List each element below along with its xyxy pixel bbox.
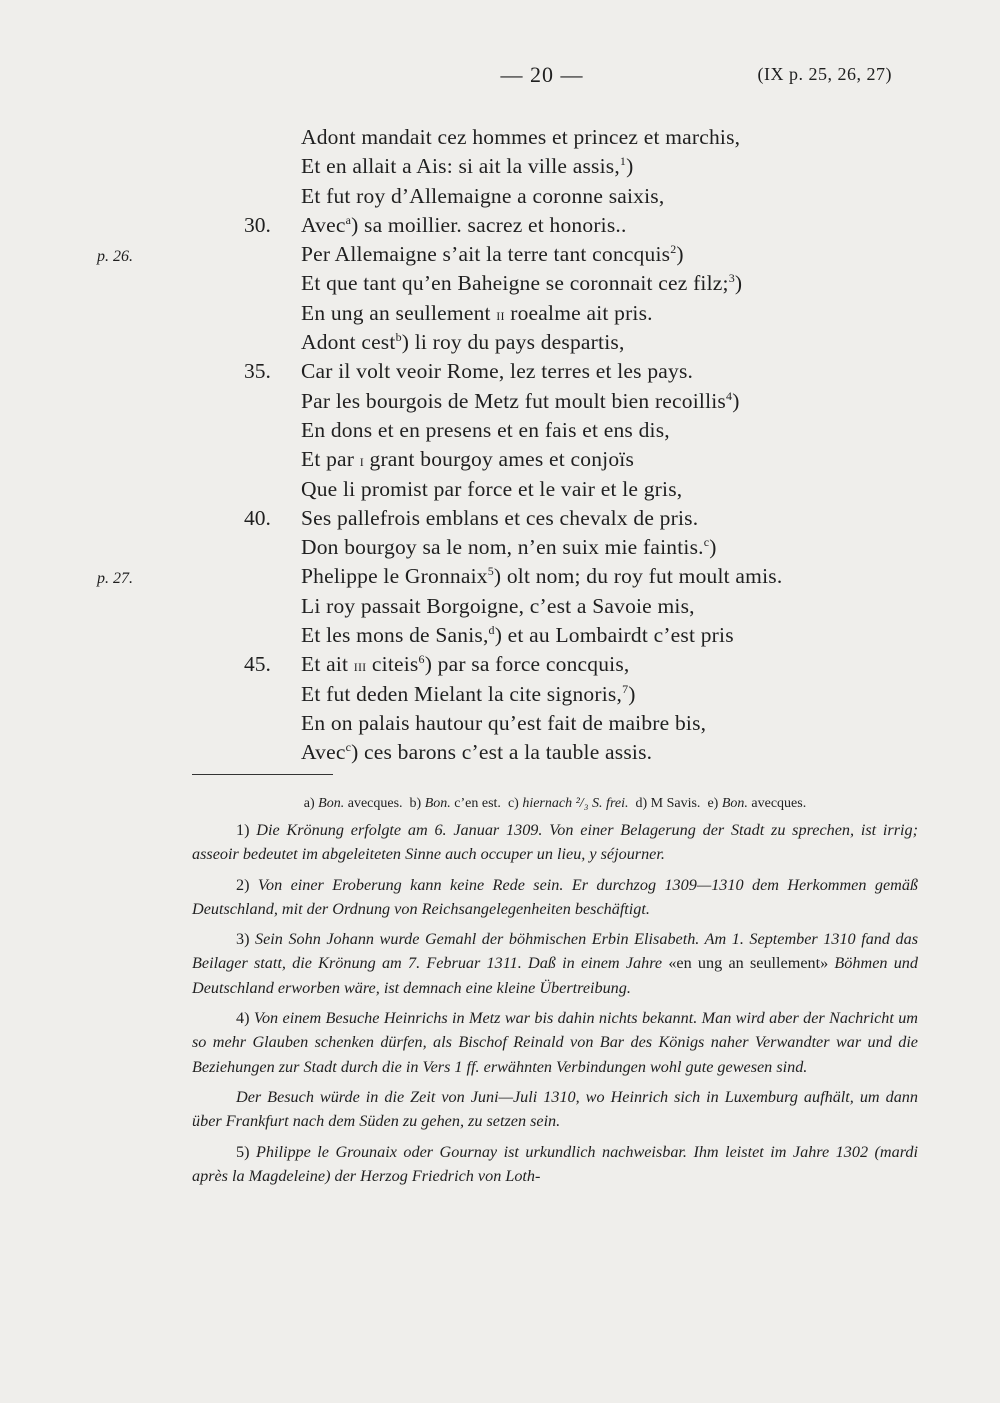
verse-line xyxy=(0,592,1000,621)
variant-a-text: avecques. xyxy=(344,796,403,811)
verse-after: ) olt nom; du roy fut moult amis. xyxy=(493,564,783,589)
verse-after: ) sa moillier. sacrez et honoris.. xyxy=(351,212,627,237)
footnote-number: 5) xyxy=(236,1142,250,1161)
verse-line xyxy=(0,738,1000,767)
verse-text: Li roy passait Borgoigne, c’est a Savoie mis, xyxy=(301,593,695,618)
verse-line xyxy=(0,416,1000,445)
footnote-number: 3) xyxy=(236,930,250,949)
verse-text xyxy=(301,445,634,475)
variant-e-text: avecques. xyxy=(747,796,807,811)
verse-sup: 4 xyxy=(726,388,733,403)
footnote-text: Von einer Eroberung kann keine Rede sein. Er durchzog 1309—1310 dem Herkommen gemäß Deutschland, mit der Ordnung von Reichsangelegenheiten beschäftigt. xyxy=(192,875,919,918)
verse-sup2: 6 xyxy=(418,652,425,667)
variant-b-source: Bon. xyxy=(424,796,451,811)
verse-text: Par les bourgois de Metz fut moult bien recoillis xyxy=(301,388,726,413)
footnote-text: Von einem Besuche Heinrichs in Metz war bis dahin nichts bekannt. Man wird aber der Nachricht um so mehr Glauben schenken dürfen, als Bischof Reinald von Bar des Königs naher Verwandter war und die Beziehungen zur Stadt durch die in Vers 1 ff. erwähnten Verbindungen wohl gute gewesen sind. xyxy=(192,1009,919,1076)
variant-c-label: c) xyxy=(507,796,523,811)
margin-page-ref: p. 26. xyxy=(97,248,133,266)
verse-line xyxy=(0,182,1000,211)
verse-number: 30. xyxy=(244,212,271,237)
footnote-text: Der Besuch würde in die Zeit von Juni—Juli 1310, wo Heinrich sich in Luxemburg aufhält, um dann über Frankfurt nach dem Süden zu gehen, zu setzen sein. xyxy=(192,1087,918,1131)
verse-after: ) xyxy=(676,242,684,267)
footnote-text: Philippe le Grounaix oder Gournay ist urkundlich nachweisbar. Ihm leistet im Jahre 1302 (mardi après la Magdeleine) der Herzog Friedrich von Loth- xyxy=(192,1142,918,1185)
variant-e-source: Bon. xyxy=(721,796,748,811)
verse-sup: 1 xyxy=(619,154,627,169)
verse-number: 35. xyxy=(244,359,271,384)
verse-text xyxy=(301,738,652,767)
verse-after: ) xyxy=(732,388,740,413)
verse-after: ) xyxy=(709,535,717,560)
verse-after: ) xyxy=(734,271,743,296)
verse-line xyxy=(0,240,1000,269)
variant-readings xyxy=(192,794,918,814)
footnote-text: Sein Sohn Johann wurde Gemahl der böhmischen Erbin Elisabeth. Am 1. September 1310 fand das Beilager statt, die Krönung am 7. Februar 1311. Daß in einem Jahre xyxy=(192,930,919,973)
verse-sup: a xyxy=(345,212,352,227)
verse-after: roealme ait pris. xyxy=(504,300,653,325)
verse-text xyxy=(301,240,684,269)
verse-line xyxy=(0,533,1000,562)
verse-text xyxy=(301,182,664,211)
variant-b-text: c’en est. xyxy=(450,796,501,811)
verse-text: Et les mons de Sanis, xyxy=(301,623,489,648)
verse-text: Et en allait a Ais: si ait la ville assis, xyxy=(301,154,620,179)
footnote-quote: «en ung an seullement» xyxy=(668,954,829,973)
footnote-rule xyxy=(192,774,333,775)
verse-text xyxy=(301,562,782,591)
verse-text xyxy=(301,592,695,621)
verse-sup: 5 xyxy=(487,564,494,579)
verse-text: Et par xyxy=(301,447,360,472)
footnote-number: 2) xyxy=(236,875,250,894)
footnote-text: Die Krönung erfolgte am 6. Januar 1309. Von einer Belagerung der Stadt zu sprechen, ist irrig; asseoir bedeutet im abgeleiteten Sinne auch occuper un lieu, y séjourner. xyxy=(192,821,918,864)
verse-sup: 2 xyxy=(670,242,677,257)
verse-line xyxy=(0,445,1000,474)
verse-after2: ) par sa force concquis, xyxy=(424,652,630,677)
verse-text xyxy=(301,387,740,416)
verse-line xyxy=(0,621,1000,650)
verse-sc: i xyxy=(359,451,364,471)
verse-text: Avec xyxy=(301,212,346,237)
verse-text xyxy=(301,328,625,357)
verse-text: Que li promist par force et le vair et le gris, xyxy=(301,476,683,501)
variant-a-source: Bon. xyxy=(318,796,345,811)
verse-text xyxy=(301,416,670,445)
footnotes xyxy=(192,818,918,1194)
verse-number: 45. xyxy=(244,652,271,677)
verse-sup: 7 xyxy=(622,681,629,696)
variant-d: d) M Savis. xyxy=(635,796,701,811)
running-head xyxy=(0,62,1000,92)
verse-line xyxy=(0,123,1000,152)
verse-line xyxy=(0,299,1000,328)
verse-text xyxy=(301,123,740,152)
footnote-number: 4) xyxy=(236,1009,250,1028)
verse-line xyxy=(0,562,1000,591)
variant-e-label: e) xyxy=(707,796,722,811)
page-number: — 20 — xyxy=(500,62,584,87)
verse-line xyxy=(0,211,1000,240)
verse-line xyxy=(0,504,1000,533)
verse-text xyxy=(301,709,706,738)
footnote-1 xyxy=(192,818,918,867)
verse-text xyxy=(301,475,682,504)
section-reference: (IX p. 25, 26, 27) xyxy=(757,64,892,84)
verse-text xyxy=(301,299,653,329)
verse-text: Per Allemaigne s’ait la terre tant concquis xyxy=(301,242,671,267)
verse-after: grant bourgoy ames et conjoïs xyxy=(363,447,635,472)
verse-text: Adont mandait cez hommes et princez et marchis, xyxy=(301,125,741,149)
variant-b-label: b) xyxy=(409,796,425,811)
verse-line xyxy=(0,152,1000,181)
verse-text xyxy=(301,680,636,709)
verse-text xyxy=(301,211,627,240)
verse-text xyxy=(301,650,629,680)
verse-number: 40. xyxy=(244,505,271,530)
verse-sc: iii xyxy=(353,656,367,676)
verse-line xyxy=(0,328,1000,357)
verse-sup: 3 xyxy=(728,271,735,286)
verse-line xyxy=(0,680,1000,709)
verse-line xyxy=(0,387,1000,416)
verse-text: Don bourgoy sa le nom, n’en suix mie faintis. xyxy=(301,535,704,560)
verse-text: Et fut roy d’Allemaigne a coronne saixis, xyxy=(301,183,665,208)
variant-c-source: hiernach ²/₃ S. frei. xyxy=(522,796,629,811)
verse-text: En ung an seullement xyxy=(301,300,497,325)
verse-text: Ses pallefrois emblans et ces chevalx de pris. xyxy=(301,505,699,530)
verse-text: En dons et en presens et en fais et ens dis, xyxy=(301,417,670,442)
verse-text: Car il volt veoir Rome, lez terres et les pays. xyxy=(301,359,694,384)
margin-page-ref: p. 27. xyxy=(97,570,133,588)
footnote-5 xyxy=(192,1140,918,1189)
footnote-text-cont: Böhmen und Deutschland erworben wäre, ist demnach eine kleine Übertreibung. xyxy=(192,954,918,997)
verse-after: ) et au Lombairdt c’est pris xyxy=(494,623,734,648)
footnote-number: 1) xyxy=(236,821,250,839)
verse-line xyxy=(0,709,1000,738)
verse-line xyxy=(0,475,1000,504)
verse-after: ) xyxy=(626,154,634,179)
verse-sup: b xyxy=(395,329,402,344)
verse-sup: c xyxy=(703,535,710,549)
verse-text: Et ait xyxy=(301,652,354,677)
verse-text xyxy=(301,357,693,386)
verse-line xyxy=(0,357,1000,386)
verse-after: ) xyxy=(628,681,636,706)
verse-after: ) li roy du pays despartis, xyxy=(401,330,625,355)
verse-after: ) ces barons c’est a la tauble assis. xyxy=(351,740,653,765)
verse-after: citeis xyxy=(366,652,419,677)
verse-text: Avec xyxy=(301,740,346,765)
verse-block xyxy=(0,123,1000,768)
footnote-4-cont xyxy=(192,1085,918,1134)
variant-a-label: a) xyxy=(303,796,319,811)
verse-text: Phelippe le Gronnaix xyxy=(301,564,488,589)
verse-text xyxy=(301,152,633,181)
verse-sup: d xyxy=(488,622,495,637)
verse-text xyxy=(301,269,742,298)
verse-text: Et fut deden Mielant la cite signoris, xyxy=(301,681,623,706)
verse-sup: c xyxy=(345,740,352,755)
footnote-2 xyxy=(192,873,918,922)
verse-text: En on palais hautour qu’est fait de maibre bis, xyxy=(301,710,707,735)
verse-text xyxy=(301,533,717,562)
verse-sc: ii xyxy=(496,304,505,324)
verse-text: Et que tant qu’en Baheigne se coronnait cez filz; xyxy=(301,271,729,296)
footnote-4 xyxy=(192,1006,918,1079)
verse-line xyxy=(0,269,1000,298)
verse-text xyxy=(301,621,734,650)
verse-text: Adont cest xyxy=(301,330,396,355)
verse-line xyxy=(0,650,1000,679)
verse-text xyxy=(301,504,698,533)
footnote-3 xyxy=(192,927,918,1000)
